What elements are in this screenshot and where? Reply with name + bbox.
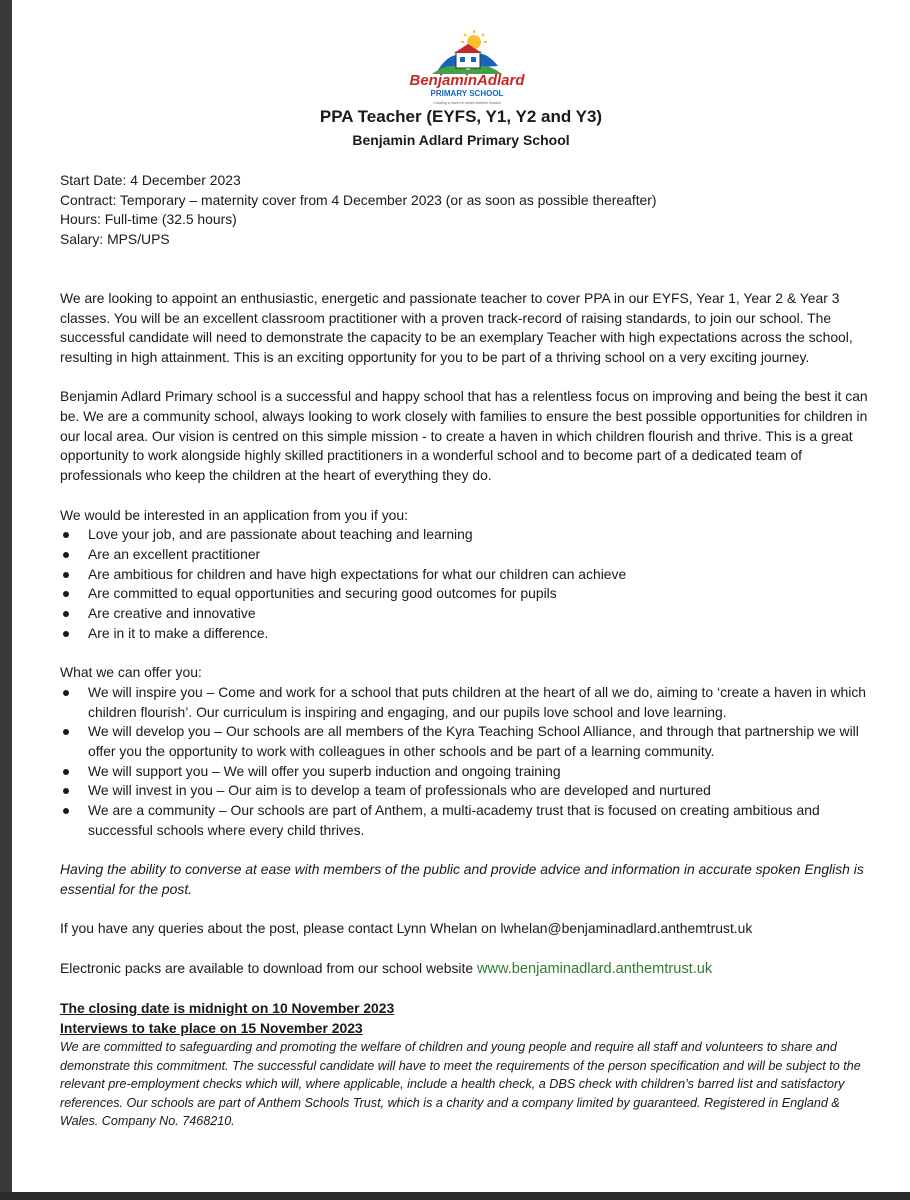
english-requirement: Having the ability to converse at ease with members of the public and provide advice and information in accurate spoken English is essential for the post. — [60, 861, 864, 897]
list-item: We will develop you – Our schools are all members of the Kyra Teaching School Alliance, and through that partnership we will offer you the opportunity to work with colleagues in other schools and be part of a learning community. — [60, 722, 868, 761]
school-name: Benjamin Adlard Primary School — [352, 132, 570, 148]
intro-paragraph: We are looking to appoint an enthusiastic, energetic and passionate teacher to cover PPA in our EYFS, Year 1, Year 2 & Year 3 classes. You will be an excellent classroom practitioner with a proven track-record of raising standards, to join our school. The successful candidate will need to demonstrate the capacity to be an exemplary Teacher with high expectations across the school, resulting in high attainment. This is an exciting opportunity for you to be part of a thriving school on a very exciting journey. — [60, 289, 853, 365]
list-item: We will inspire you – Come and work for a school that puts children at the heart of all we do, aiming to ‘create a haven in which children flourish’. Our curriculum is inspiring and engaging, and our pupils love school and love learning. — [60, 683, 868, 722]
salary: Salary: MPS/UPS — [60, 231, 170, 248]
closing-date: The closing date is midnight on 10 November 2023 — [60, 1000, 395, 1017]
list-item: We will invest in you – Our aim is to develop a team of professionals who are developed and nurtured — [60, 781, 868, 801]
interest-heading: We would be interested in an application from you if you: — [60, 506, 408, 523]
school-logo-graphic — [402, 30, 532, 108]
contract: Contract: Temporary – maternity cover from 4 December 2023 (or as soon as possible thereafter) — [60, 191, 657, 208]
packs-text: Electronic packs are available to download from our school website — [60, 959, 477, 976]
job-details — [60, 171, 868, 250]
hours: Hours: Full-time (32.5 hours) — [60, 211, 237, 228]
safeguarding-statement: We are committed to safeguarding and promoting the welfare of children and young people and require all staff and volunteers to share and demonstrate this commitment. The successful candidate will have to meet the requirements of the person specification and will be subject to the relevant pre-employment checks which will, where applicable, include a health check, a DBS check with children’s barred list and satisfactory references. Our schools are part of Anthem Schools Trust, which is a charity and a company limited by guaranteed. Registered in England & Wales. Company No. 7468210. — [60, 1040, 861, 1129]
school-website-link[interactable]: www.benjaminadlard.anthemtrust.uk — [476, 960, 713, 977]
logo-name-line2: PRIMARY SCHOOL — [430, 89, 504, 98]
logo-name-line1: BenjaminAdlard — [409, 72, 525, 89]
interview-date: Interviews to take place on 15 November 2023 — [60, 1019, 363, 1036]
offer-list — [60, 683, 868, 841]
job-title: PPA Teacher (EYFS, Y1, Y2 and Y3) — [319, 107, 603, 126]
list-item: We will support you – We will offer you superb induction and ongoing training — [60, 762, 868, 782]
list-item: Are committed to equal opportunities and securing good outcomes for pupils — [60, 584, 868, 604]
school-paragraph: Benjamin Adlard Primary school is a successful and happy school that has a relentless focus on improving and being the best it can be. We are a community school, always looking to work closely with families to ensure the best possible opportunities for children in our local area. Our vision is centred on this simple mission - to create a haven in which children flourish and thrive. This is a great opportunity to work alongside highly skilled practitioners in a wonderful school and to become part of a dedicated team of professionals who keep the children at the heart of everything they do. — [60, 388, 868, 484]
list-item: We are a community – Our schools are part of Anthem, a multi-academy trust that is focused on creating ambitious and successful schools where every child thrives. — [60, 801, 868, 840]
document-page — [12, 0, 910, 1192]
contact-info: If you have any queries about the post, please contact Lynn Whelan on lwhelan@benjaminadlard.anthemtrust.uk — [60, 920, 753, 937]
list-item: Love your job, and are passionate about teaching and learning — [60, 525, 868, 545]
list-item: Are creative and innovative — [60, 604, 868, 624]
bottom-edge — [0, 1192, 910, 1200]
list-item: Are an excellent practitioner — [60, 545, 868, 565]
school-logo — [402, 30, 532, 108]
list-item: Are in it to make a difference. — [60, 624, 868, 644]
offer-heading: What we can offer you: — [60, 664, 202, 681]
logo-tagline: Creating a haven in which children flourish — [433, 101, 501, 105]
start-date: Start Date: 4 December 2023 — [60, 172, 241, 188]
house-icon — [456, 52, 480, 68]
document-body — [60, 171, 868, 1130]
packs-info — [60, 959, 868, 980]
list-item: Are ambitious for children and have high expectations for what our children can achieve — [60, 565, 868, 585]
interest-list — [60, 525, 868, 643]
